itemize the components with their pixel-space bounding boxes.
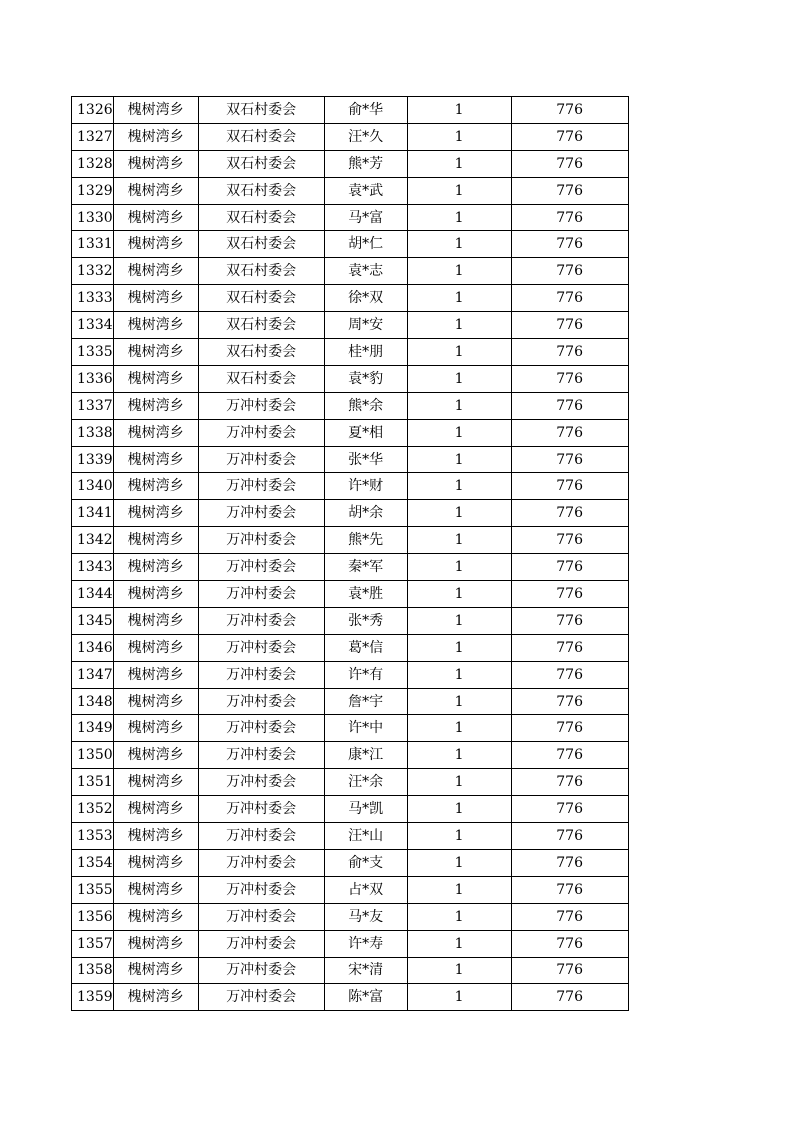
table-row bbox=[72, 554, 629, 581]
township-cell: 槐树湾乡 bbox=[113, 823, 198, 850]
village-committee-cell: 双石村委会 bbox=[198, 231, 324, 258]
row-number-cell: 1350 bbox=[72, 742, 114, 769]
count-cell: 1 bbox=[407, 715, 511, 742]
name-cell: 宋*清 bbox=[324, 957, 407, 984]
amount-cell: 776 bbox=[511, 957, 628, 984]
row-number-cell: 1343 bbox=[72, 554, 114, 581]
township-cell: 槐树湾乡 bbox=[113, 903, 198, 930]
count-cell: 1 bbox=[407, 231, 511, 258]
count-cell: 1 bbox=[407, 177, 511, 204]
township-cell: 槐树湾乡 bbox=[113, 204, 198, 231]
table-row bbox=[72, 419, 629, 446]
township-cell: 槐树湾乡 bbox=[113, 957, 198, 984]
village-committee-cell: 万冲村委会 bbox=[198, 823, 324, 850]
table-row bbox=[72, 446, 629, 473]
name-cell: 汪*久 bbox=[324, 123, 407, 150]
row-number-cell: 1359 bbox=[72, 984, 114, 1011]
township-cell: 槐树湾乡 bbox=[113, 365, 198, 392]
name-cell: 许*寿 bbox=[324, 930, 407, 957]
amount-cell: 776 bbox=[511, 607, 628, 634]
amount-cell: 776 bbox=[511, 446, 628, 473]
table-row bbox=[72, 607, 629, 634]
township-cell: 槐树湾乡 bbox=[113, 554, 198, 581]
township-cell: 槐树湾乡 bbox=[113, 339, 198, 366]
amount-cell: 776 bbox=[511, 285, 628, 312]
township-cell: 槐树湾乡 bbox=[113, 849, 198, 876]
row-number-cell: 1328 bbox=[72, 150, 114, 177]
row-number-cell: 1351 bbox=[72, 769, 114, 796]
village-committee-cell: 万冲村委会 bbox=[198, 527, 324, 554]
table-row bbox=[72, 500, 629, 527]
village-committee-cell: 万冲村委会 bbox=[198, 446, 324, 473]
count-cell: 1 bbox=[407, 204, 511, 231]
table-row bbox=[72, 204, 629, 231]
row-number-cell: 1346 bbox=[72, 634, 114, 661]
count-cell: 1 bbox=[407, 285, 511, 312]
amount-cell: 776 bbox=[511, 177, 628, 204]
village-committee-cell: 万冲村委会 bbox=[198, 473, 324, 500]
amount-cell: 776 bbox=[511, 473, 628, 500]
name-cell: 袁*志 bbox=[324, 258, 407, 285]
table-row bbox=[72, 661, 629, 688]
row-number-cell: 1329 bbox=[72, 177, 114, 204]
township-cell: 槐树湾乡 bbox=[113, 661, 198, 688]
count-cell: 1 bbox=[407, 581, 511, 608]
amount-cell: 776 bbox=[511, 392, 628, 419]
table-row bbox=[72, 258, 629, 285]
township-cell: 槐树湾乡 bbox=[113, 688, 198, 715]
village-committee-cell: 万冲村委会 bbox=[198, 419, 324, 446]
row-number-cell: 1340 bbox=[72, 473, 114, 500]
village-committee-cell: 万冲村委会 bbox=[198, 876, 324, 903]
township-cell: 槐树湾乡 bbox=[113, 930, 198, 957]
name-cell: 俞*华 bbox=[324, 97, 407, 124]
village-committee-cell: 双石村委会 bbox=[198, 150, 324, 177]
township-cell: 槐树湾乡 bbox=[113, 231, 198, 258]
table-row bbox=[72, 365, 629, 392]
name-cell: 许*财 bbox=[324, 473, 407, 500]
count-cell: 1 bbox=[407, 849, 511, 876]
row-number-cell: 1338 bbox=[72, 419, 114, 446]
township-cell: 槐树湾乡 bbox=[113, 796, 198, 823]
township-cell: 槐树湾乡 bbox=[113, 742, 198, 769]
township-cell: 槐树湾乡 bbox=[113, 715, 198, 742]
row-number-cell: 1347 bbox=[72, 661, 114, 688]
amount-cell: 776 bbox=[511, 123, 628, 150]
amount-cell: 776 bbox=[511, 849, 628, 876]
amount-cell: 776 bbox=[511, 500, 628, 527]
name-cell: 袁*武 bbox=[324, 177, 407, 204]
row-number-cell: 1356 bbox=[72, 903, 114, 930]
row-number-cell: 1331 bbox=[72, 231, 114, 258]
amount-cell: 776 bbox=[511, 554, 628, 581]
township-cell: 槐树湾乡 bbox=[113, 473, 198, 500]
count-cell: 1 bbox=[407, 957, 511, 984]
row-number-cell: 1332 bbox=[72, 258, 114, 285]
count-cell: 1 bbox=[407, 984, 511, 1011]
township-cell: 槐树湾乡 bbox=[113, 392, 198, 419]
name-cell: 周*安 bbox=[324, 312, 407, 339]
village-committee-cell: 万冲村委会 bbox=[198, 634, 324, 661]
count-cell: 1 bbox=[407, 769, 511, 796]
amount-cell: 776 bbox=[511, 581, 628, 608]
name-cell: 夏*相 bbox=[324, 419, 407, 446]
table-row bbox=[72, 285, 629, 312]
township-cell: 槐树湾乡 bbox=[113, 97, 198, 124]
name-cell: 袁*胜 bbox=[324, 581, 407, 608]
row-number-cell: 1335 bbox=[72, 339, 114, 366]
village-committee-cell: 万冲村委会 bbox=[198, 903, 324, 930]
row-number-cell: 1333 bbox=[72, 285, 114, 312]
name-cell: 张*华 bbox=[324, 446, 407, 473]
amount-cell: 776 bbox=[511, 715, 628, 742]
table-row bbox=[72, 957, 629, 984]
table-row bbox=[72, 849, 629, 876]
village-committee-cell: 万冲村委会 bbox=[198, 607, 324, 634]
village-committee-cell: 万冲村委会 bbox=[198, 661, 324, 688]
amount-cell: 776 bbox=[511, 419, 628, 446]
amount-cell: 776 bbox=[511, 984, 628, 1011]
table-row bbox=[72, 97, 629, 124]
village-committee-cell: 双石村委会 bbox=[198, 123, 324, 150]
table-row bbox=[72, 930, 629, 957]
township-cell: 槐树湾乡 bbox=[113, 123, 198, 150]
village-committee-cell: 双石村委会 bbox=[198, 258, 324, 285]
name-cell: 许*中 bbox=[324, 715, 407, 742]
name-cell: 张*秀 bbox=[324, 607, 407, 634]
row-number-cell: 1336 bbox=[72, 365, 114, 392]
row-number-cell: 1341 bbox=[72, 500, 114, 527]
name-cell: 熊*先 bbox=[324, 527, 407, 554]
row-number-cell: 1357 bbox=[72, 930, 114, 957]
township-cell: 槐树湾乡 bbox=[113, 607, 198, 634]
count-cell: 1 bbox=[407, 97, 511, 124]
village-committee-cell: 万冲村委会 bbox=[198, 715, 324, 742]
name-cell: 陈*富 bbox=[324, 984, 407, 1011]
name-cell: 葛*信 bbox=[324, 634, 407, 661]
township-cell: 槐树湾乡 bbox=[113, 581, 198, 608]
township-cell: 槐树湾乡 bbox=[113, 446, 198, 473]
village-committee-cell: 万冲村委会 bbox=[198, 554, 324, 581]
count-cell: 1 bbox=[407, 365, 511, 392]
township-cell: 槐树湾乡 bbox=[113, 769, 198, 796]
township-cell: 槐树湾乡 bbox=[113, 312, 198, 339]
name-cell: 胡*仁 bbox=[324, 231, 407, 258]
table-row bbox=[72, 581, 629, 608]
count-cell: 1 bbox=[407, 419, 511, 446]
village-committee-cell: 双石村委会 bbox=[198, 339, 324, 366]
count-cell: 1 bbox=[407, 500, 511, 527]
row-number-cell: 1354 bbox=[72, 849, 114, 876]
amount-cell: 776 bbox=[511, 930, 628, 957]
amount-cell: 776 bbox=[511, 231, 628, 258]
name-cell: 马*友 bbox=[324, 903, 407, 930]
village-committee-cell: 万冲村委会 bbox=[198, 688, 324, 715]
amount-cell: 776 bbox=[511, 634, 628, 661]
table-row bbox=[72, 634, 629, 661]
amount-cell: 776 bbox=[511, 204, 628, 231]
amount-cell: 776 bbox=[511, 796, 628, 823]
amount-cell: 776 bbox=[511, 742, 628, 769]
table-row bbox=[72, 312, 629, 339]
village-committee-cell: 双石村委会 bbox=[198, 312, 324, 339]
count-cell: 1 bbox=[407, 150, 511, 177]
village-committee-cell: 万冲村委会 bbox=[198, 796, 324, 823]
village-committee-cell: 万冲村委会 bbox=[198, 849, 324, 876]
table-body bbox=[72, 97, 629, 1011]
count-cell: 1 bbox=[407, 123, 511, 150]
name-cell: 马*富 bbox=[324, 204, 407, 231]
table-row bbox=[72, 984, 629, 1011]
count-cell: 1 bbox=[407, 742, 511, 769]
row-number-cell: 1358 bbox=[72, 957, 114, 984]
table-row bbox=[72, 796, 629, 823]
village-committee-cell: 双石村委会 bbox=[198, 177, 324, 204]
table-row bbox=[72, 150, 629, 177]
table-row bbox=[72, 876, 629, 903]
row-number-cell: 1342 bbox=[72, 527, 114, 554]
count-cell: 1 bbox=[407, 661, 511, 688]
row-number-cell: 1337 bbox=[72, 392, 114, 419]
name-cell: 袁*豹 bbox=[324, 365, 407, 392]
village-committee-cell: 双石村委会 bbox=[198, 97, 324, 124]
name-cell: 熊*芳 bbox=[324, 150, 407, 177]
amount-cell: 776 bbox=[511, 769, 628, 796]
count-cell: 1 bbox=[407, 823, 511, 850]
name-cell: 汪*余 bbox=[324, 769, 407, 796]
row-number-cell: 1334 bbox=[72, 312, 114, 339]
village-committee-cell: 双石村委会 bbox=[198, 365, 324, 392]
township-cell: 槐树湾乡 bbox=[113, 150, 198, 177]
count-cell: 1 bbox=[407, 796, 511, 823]
table-row bbox=[72, 392, 629, 419]
village-committee-cell: 万冲村委会 bbox=[198, 957, 324, 984]
amount-cell: 776 bbox=[511, 823, 628, 850]
name-cell: 马*凯 bbox=[324, 796, 407, 823]
row-number-cell: 1355 bbox=[72, 876, 114, 903]
count-cell: 1 bbox=[407, 688, 511, 715]
row-number-cell: 1353 bbox=[72, 823, 114, 850]
amount-cell: 776 bbox=[511, 365, 628, 392]
table-row bbox=[72, 339, 629, 366]
table-row bbox=[72, 688, 629, 715]
count-cell: 1 bbox=[407, 554, 511, 581]
name-cell: 徐*双 bbox=[324, 285, 407, 312]
village-committee-cell: 万冲村委会 bbox=[198, 769, 324, 796]
row-number-cell: 1327 bbox=[72, 123, 114, 150]
data-table bbox=[71, 96, 629, 1011]
count-cell: 1 bbox=[407, 473, 511, 500]
amount-cell: 776 bbox=[511, 312, 628, 339]
table-row bbox=[72, 769, 629, 796]
count-cell: 1 bbox=[407, 527, 511, 554]
table-row bbox=[72, 123, 629, 150]
name-cell: 占*双 bbox=[324, 876, 407, 903]
village-committee-cell: 万冲村委会 bbox=[198, 581, 324, 608]
amount-cell: 776 bbox=[511, 661, 628, 688]
table-row bbox=[72, 527, 629, 554]
township-cell: 槐树湾乡 bbox=[113, 419, 198, 446]
township-cell: 槐树湾乡 bbox=[113, 527, 198, 554]
count-cell: 1 bbox=[407, 876, 511, 903]
amount-cell: 776 bbox=[511, 527, 628, 554]
row-number-cell: 1345 bbox=[72, 607, 114, 634]
village-committee-cell: 万冲村委会 bbox=[198, 742, 324, 769]
count-cell: 1 bbox=[407, 339, 511, 366]
row-number-cell: 1349 bbox=[72, 715, 114, 742]
count-cell: 1 bbox=[407, 634, 511, 661]
row-number-cell: 1344 bbox=[72, 581, 114, 608]
count-cell: 1 bbox=[407, 446, 511, 473]
name-cell: 桂*朋 bbox=[324, 339, 407, 366]
township-cell: 槐树湾乡 bbox=[113, 285, 198, 312]
count-cell: 1 bbox=[407, 258, 511, 285]
village-committee-cell: 万冲村委会 bbox=[198, 930, 324, 957]
count-cell: 1 bbox=[407, 903, 511, 930]
table-row bbox=[72, 177, 629, 204]
township-cell: 槐树湾乡 bbox=[113, 500, 198, 527]
amount-cell: 776 bbox=[511, 876, 628, 903]
name-cell: 俞*支 bbox=[324, 849, 407, 876]
row-number-cell: 1339 bbox=[72, 446, 114, 473]
row-number-cell: 1348 bbox=[72, 688, 114, 715]
table-row bbox=[72, 473, 629, 500]
amount-cell: 776 bbox=[511, 339, 628, 366]
count-cell: 1 bbox=[407, 392, 511, 419]
village-committee-cell: 双石村委会 bbox=[198, 204, 324, 231]
village-committee-cell: 万冲村委会 bbox=[198, 984, 324, 1011]
township-cell: 槐树湾乡 bbox=[113, 984, 198, 1011]
name-cell: 胡*余 bbox=[324, 500, 407, 527]
name-cell: 许*有 bbox=[324, 661, 407, 688]
amount-cell: 776 bbox=[511, 97, 628, 124]
village-committee-cell: 万冲村委会 bbox=[198, 392, 324, 419]
name-cell: 熊*余 bbox=[324, 392, 407, 419]
row-number-cell: 1352 bbox=[72, 796, 114, 823]
amount-cell: 776 bbox=[511, 150, 628, 177]
count-cell: 1 bbox=[407, 930, 511, 957]
amount-cell: 776 bbox=[511, 688, 628, 715]
village-committee-cell: 万冲村委会 bbox=[198, 500, 324, 527]
row-number-cell: 1330 bbox=[72, 204, 114, 231]
village-committee-cell: 双石村委会 bbox=[198, 285, 324, 312]
amount-cell: 776 bbox=[511, 258, 628, 285]
township-cell: 槐树湾乡 bbox=[113, 876, 198, 903]
amount-cell: 776 bbox=[511, 903, 628, 930]
name-cell: 詹*宇 bbox=[324, 688, 407, 715]
count-cell: 1 bbox=[407, 312, 511, 339]
name-cell: 汪*山 bbox=[324, 823, 407, 850]
table-row bbox=[72, 231, 629, 258]
table-row bbox=[72, 742, 629, 769]
name-cell: 秦*军 bbox=[324, 554, 407, 581]
table-row bbox=[72, 903, 629, 930]
township-cell: 槐树湾乡 bbox=[113, 634, 198, 661]
name-cell: 康*江 bbox=[324, 742, 407, 769]
table-row bbox=[72, 715, 629, 742]
township-cell: 槐树湾乡 bbox=[113, 258, 198, 285]
table-row bbox=[72, 823, 629, 850]
row-number-cell: 1326 bbox=[72, 97, 114, 124]
township-cell: 槐树湾乡 bbox=[113, 177, 198, 204]
count-cell: 1 bbox=[407, 607, 511, 634]
